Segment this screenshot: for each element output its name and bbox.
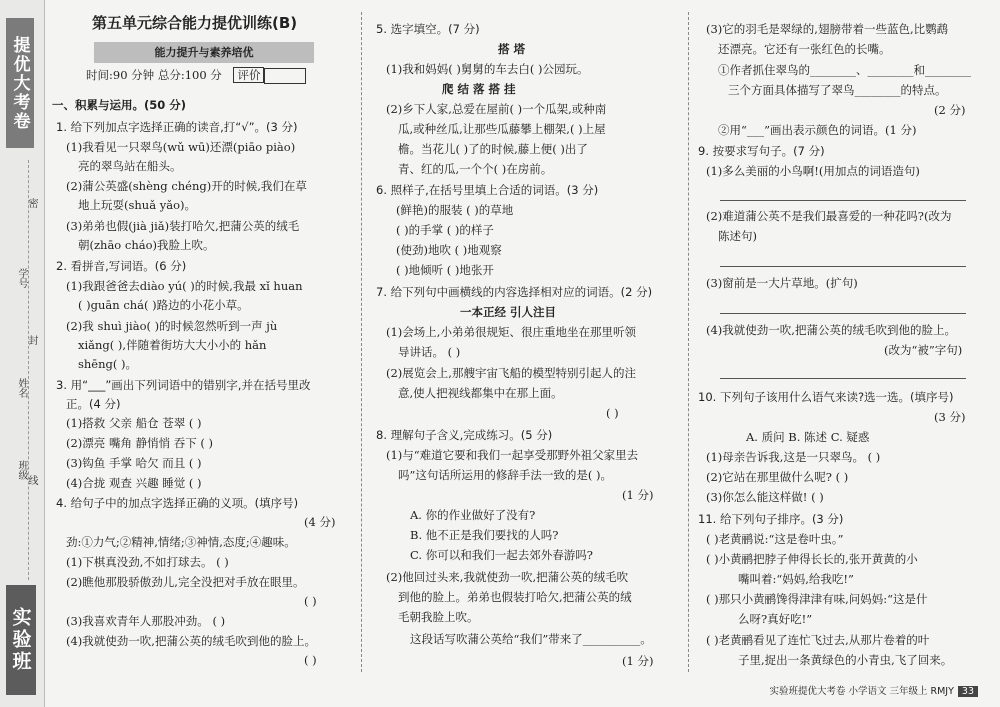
column-left — [52, 0, 352, 707]
q-line: (1)下棋真没劲,不如打球去。 ( ) — [66, 555, 229, 569]
rating-box[interactable] — [264, 68, 306, 84]
answer-line[interactable] — [720, 313, 966, 314]
answer-line[interactable] — [720, 200, 966, 201]
q-line: (2)他回过头来,我就使劲一吹,把蒲公英的绒毛吹 — [386, 570, 629, 584]
page-title: 第五单元综合能力提优训练(B) — [92, 14, 298, 32]
q-score: (4 分) — [304, 515, 336, 529]
q-line: 陈述句) — [718, 229, 757, 243]
q-line: 亮的翠鸟站在船头。 — [78, 159, 182, 173]
q-line: ②用“___”画出表示颜色的词语。(1 分) — [718, 123, 917, 137]
q-line: 毛朝我脸上吹。 — [398, 610, 479, 624]
brand-label-top: 提优大考卷 — [6, 18, 34, 148]
field-class: 班级 — [16, 460, 27, 480]
question-7: 7. 给下列句中画横线的内容选择相对应的词语。(2 分) — [376, 285, 653, 299]
q-line: (3)它的羽毛是翠绿的,翅膀带着一些蓝色,比鹦鹉 — [706, 22, 949, 36]
question-9: 9. 按要求写句子。(7 分) — [698, 144, 825, 158]
q-line: (2)瞧他那股骄傲劲儿,完全没把对手放在眼里。 — [66, 575, 305, 589]
q-line: 地上玩耍(shuǎ yǎo)。 — [78, 198, 196, 212]
question-1: 1. 给下列加点字选择正确的读音,打“√”。(3 分) — [56, 120, 298, 134]
q-line: (1)会场上,小弟弟很规矩、很庄重地坐在那里听领 — [386, 325, 636, 339]
q-line: (1)搭救 父亲 船仓 苍翠 ( ) — [66, 416, 202, 430]
q-score: (2 分) — [934, 103, 966, 117]
q-line: 导讲话。 ( ) — [398, 345, 461, 359]
question-10: 10. 下列句子该用什么语气来读?选一选。(填序号) — [698, 390, 954, 404]
q-line: (4)我就使劲一吹,把蒲公英的绒毛吹到他的脸上。 — [66, 634, 316, 648]
column-right — [698, 0, 978, 707]
q-line: ( )guān chá( )路边的小花小草。 — [78, 298, 249, 312]
q-line: 到他的脸上。弟弟也假装打哈欠,把蒲公英的绒 — [398, 590, 632, 604]
question-11: 11. 给下列句子排序。(3 分) — [698, 512, 844, 526]
page-subtitle: 能力提升与素养培优 — [94, 42, 314, 63]
q-line: (1)我跟爸爸去diào yú( )的时候,我最 xǐ huan — [66, 279, 303, 293]
word-options: 爬 结 落 搭 挂 — [442, 82, 516, 96]
question-5: 5. 选字填空。(7 分) — [376, 22, 480, 36]
question-6: 6. 照样子,在括号里填上合适的词语。(3 分) — [376, 183, 599, 197]
question-2: 2. 看拼音,写词语。(6 分) — [56, 259, 187, 273]
option-b[interactable]: B. 他不正是我们要找的人吗? — [410, 528, 559, 542]
q-line: shēng( )。 — [78, 357, 138, 371]
time-score: 时间:90 分钟 总分:100 分 — [86, 68, 222, 82]
q-line: 嘴叫着:“妈妈,给我吃!” — [738, 572, 854, 586]
rating-label: 评价 — [233, 67, 264, 83]
q-line: ( )地倾听 ( )地张开 — [396, 263, 494, 277]
binding-sidebar — [0, 0, 45, 707]
q-line: xiǎng( ),伴随着街坊大大小小的 hǎn — [78, 338, 267, 352]
q-line: ( )的手掌 ( )的样子 — [396, 223, 494, 237]
q-line: 么呀?真好吃!” — [738, 612, 813, 626]
page-number: 33 — [958, 686, 978, 697]
q-score: (3 分) — [934, 410, 966, 424]
column-divider — [688, 12, 689, 672]
q-line: ( )小黄鹂把脖子伸得长长的,张开黄黄的小 — [706, 552, 918, 566]
question-3: 3. 用“___”画出下列词语中的错别字,并在括号里改 — [56, 378, 311, 392]
q-line: 意,使人把视线都集中在那上面。 — [398, 386, 563, 400]
binding-line — [28, 160, 29, 580]
answer-paren[interactable]: ( ) — [606, 406, 619, 420]
q-score: (1 分) — [622, 654, 654, 668]
seal-char: 密 — [26, 198, 37, 208]
field-number: 学号 — [16, 268, 27, 288]
q-line: 三个方面具体描写了翠鸟________的特点。 — [728, 83, 947, 97]
q-line: (2)蒲公英盛(shèng chéng)开的时候,我们在草 — [66, 179, 307, 193]
q-line: 青、红的瓜,一个个( )在房前。 — [398, 162, 553, 176]
q-line: 还漂亮。它还有一张红色的长嘴。 — [718, 42, 891, 56]
seal-char: 封 — [26, 335, 37, 345]
question-4: 4. 给句子中的加点字选择正确的义项。(填序号) — [56, 496, 299, 510]
q-line: 子里,捉出一条黄绿色的小青虫,飞了回来。 — [738, 653, 953, 667]
q-line: (2)乡下人家,总爱在屋前( )一个瓜架,或种南 — [386, 102, 607, 116]
q-line: ①作者抓住翠鸟的________、________和________ — [718, 63, 971, 77]
word-options: 一本正经 引人注目 — [460, 305, 557, 319]
q-line: (3)我喜欢青年人那股冲劲。 ( ) — [66, 614, 226, 628]
answer-paren[interactable]: ( ) — [304, 653, 317, 667]
q-line: (4)合拢 观查 兴趣 睡觉 ( ) — [66, 476, 202, 490]
word-options: 搭 塔 — [498, 42, 526, 56]
option-c[interactable]: C. 你可以和我们一起去郊外春游吗? — [410, 548, 593, 562]
q-line: (2)它站在那里做什么呢? ( ) — [706, 470, 849, 484]
q-line: 这段话写吹蒲公英给“我们”带来了__________。 — [410, 632, 652, 646]
q-line: 朝(zhāo cháo)我脸上吹。 — [78, 238, 215, 252]
answer-line[interactable] — [720, 266, 966, 267]
q-line: (1)我和妈妈( )舅舅的车去白( )公园玩。 — [386, 62, 589, 76]
q-line: (3)你怎么能这样做! ( ) — [706, 490, 824, 504]
q-line: (3)钩鱼 手掌 哈欠 而且 ( ) — [66, 456, 202, 470]
q-line: (3)弟弟也假(jià jiǎ)装打哈欠,把蒲公英的绒毛 — [66, 219, 300, 233]
q-line: 正。(4 分) — [66, 397, 121, 411]
brand-label-bottom: 实验班 — [6, 585, 36, 695]
q-line: ( )老黄鹂说:“这是卷叶虫。” — [706, 532, 844, 546]
page-footer — [769, 683, 978, 697]
q-line: (改为“被”字句) — [884, 343, 963, 357]
footer-text: 实验班提优大考卷 小学语文 三年级上 RMJY — [769, 686, 954, 697]
q-line: (4)我就使劲一吹,把蒲公英的绒毛吹到他的脸上。 — [706, 323, 956, 337]
q-line: ( )那只小黄鹂馋得津津有味,问妈妈:“这是什 — [706, 592, 928, 606]
q-line: ( )老黄鹂看见了连忙飞过去,从那片卷着的叶 — [706, 633, 930, 647]
q-line: (2)展览会上,那艘宇宙飞船的模型特别引起人的注 — [386, 366, 636, 380]
option-a[interactable]: A. 你的作业做好了没有? — [410, 508, 536, 522]
column-middle — [372, 0, 672, 707]
field-name: 姓名 — [16, 378, 27, 398]
q-line: (2)我 shuì jiào( )的时候忽然听到一声 jù — [66, 319, 278, 333]
q-line: 瓜,或种丝瓜,让那些瓜藤攀上棚架,( )上屋 — [398, 122, 606, 136]
exam-info — [86, 66, 306, 85]
answer-paren[interactable]: ( ) — [304, 594, 317, 608]
tone-options: A. 质问 B. 陈述 C. 疑惑 — [746, 430, 870, 444]
q-line: 吗”这句话所运用的修辞手法一致的是( )。 — [398, 468, 613, 482]
q-line: (3)窗前是一大片草地。(扩句) — [706, 276, 858, 290]
q-line: 檐。当花儿( )了的时候,藤上便( )出了 — [398, 142, 588, 156]
q-line: (1)多么美丽的小鸟啊!(用加点的词语造句) — [706, 164, 920, 178]
question-8: 8. 理解句子含义,完成练习。(5 分) — [376, 428, 553, 442]
seal-char: 线 — [26, 475, 37, 485]
q-line: (鲜艳)的服装 ( )的草地 — [396, 203, 514, 217]
q-line: (1)母亲告诉我,这是一只翠鸟。 ( ) — [706, 450, 881, 464]
answer-line[interactable] — [720, 378, 966, 379]
q-line: (2)难道蒲公英不是我们最喜爱的一种花吗?(改为 — [706, 209, 952, 223]
column-divider — [361, 12, 362, 672]
q-line: (1)我看见一只翠鸟(wǔ wū)还漂(piāo piào) — [66, 140, 296, 154]
q-line: (1)与“难道它要和我们一起享受那野外祖父家里去 — [386, 448, 639, 462]
section-heading: 一、积累与运用。(50 分) — [52, 98, 187, 112]
q-line: 劲:①力气;②精神,情绪;③神情,态度;④趣味。 — [66, 535, 296, 549]
q-line: (2)漂亮 嘴角 静悄悄 吞下 ( ) — [66, 436, 214, 450]
q-line: (使劲)地吹 ( )地观察 — [396, 243, 502, 257]
q-score: (1 分) — [622, 488, 654, 502]
